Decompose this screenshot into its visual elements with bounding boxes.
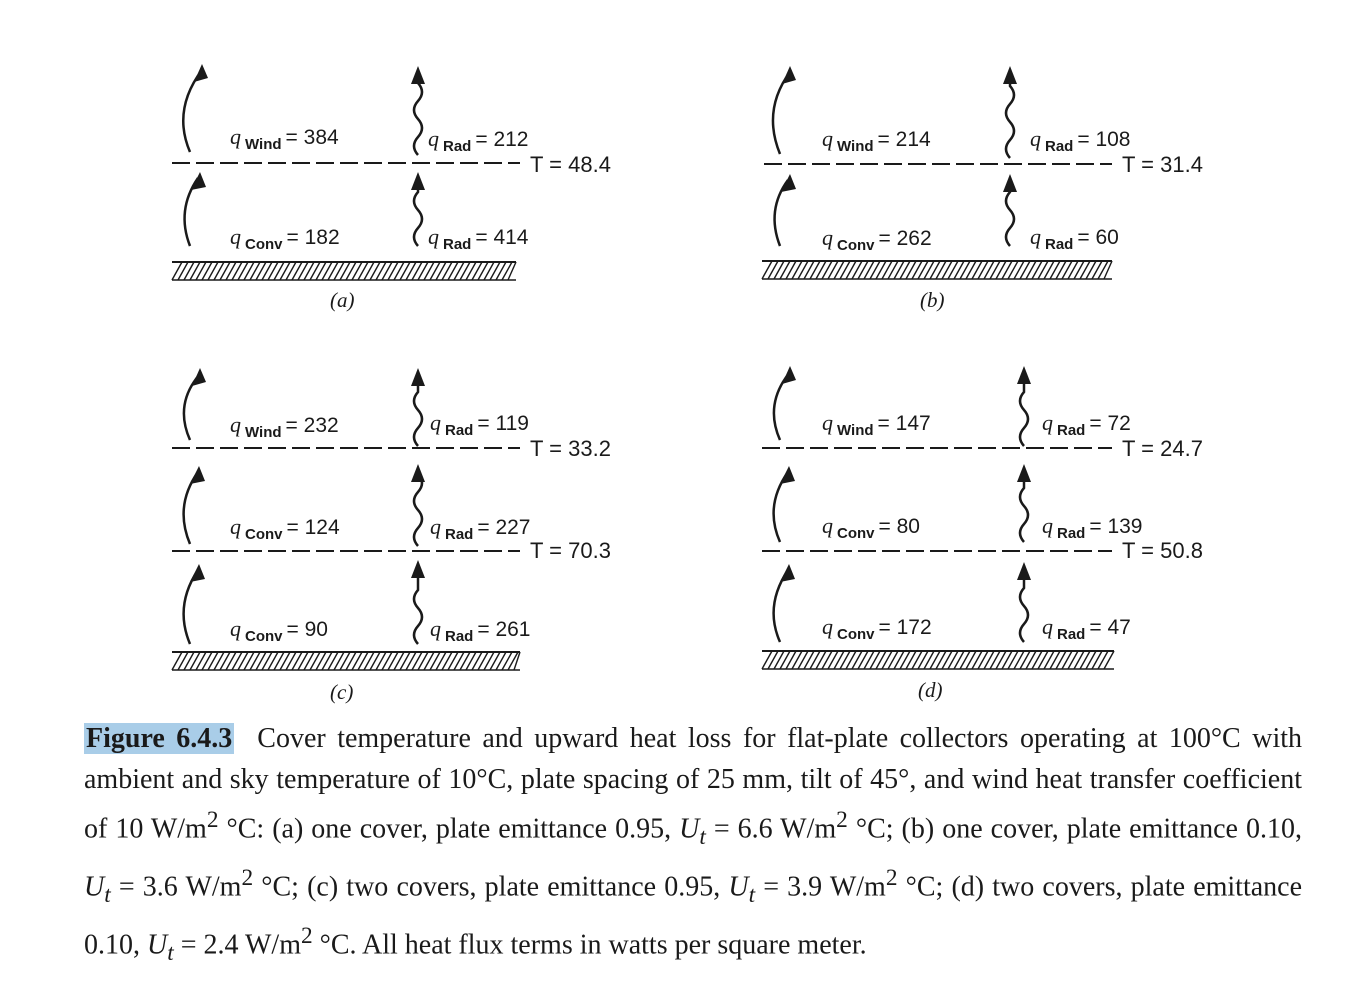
hatch-mark [394, 262, 404, 280]
hatch-mark [1008, 651, 1018, 669]
caption-text-7: = 3.9 W/m [755, 871, 886, 903]
u-subscript: t [104, 881, 111, 908]
wind-arrow [183, 70, 202, 152]
cover-temperature-2: T = 70.3 [530, 538, 611, 563]
hatch-mark [834, 261, 844, 279]
u-subscript: t [167, 939, 174, 966]
hatch-mark [262, 652, 272, 670]
hatch-mark [1056, 651, 1066, 669]
hatch-mark [352, 652, 362, 670]
hatch-mark [274, 262, 284, 280]
hatch-mark [1092, 261, 1102, 279]
hatch-mark [888, 261, 898, 279]
hatch-mark [870, 651, 880, 669]
hatch-mark [178, 652, 188, 670]
figure-caption [84, 718, 1302, 974]
hatch-mark [846, 261, 856, 279]
hatch-mark [1014, 651, 1024, 669]
hatch-mark [1062, 261, 1072, 279]
hatch-mark [304, 652, 314, 670]
hatch-mark [1086, 651, 1096, 669]
hatch-mark [430, 262, 440, 280]
q-rad-top-label: q $_{Rad}$ = 72 [1042, 410, 1131, 439]
hatch-mark [768, 651, 778, 669]
hatch-mark [376, 652, 386, 670]
hatch-mark [466, 652, 476, 670]
q-rad-top-label: q $_{Rad}$ = 108 [1030, 126, 1131, 155]
hatch-mark [822, 261, 832, 279]
hatch-mark [256, 652, 266, 670]
hatch-mark [238, 262, 248, 280]
hatch-mark [1098, 651, 1108, 669]
hatch-mark [1074, 261, 1084, 279]
superscript: 2 [241, 864, 254, 891]
hatch-mark [346, 652, 356, 670]
q-rad-bot-label: q $_{Rad}$ = 47 [1042, 614, 1131, 643]
hatch-mark [1068, 261, 1078, 279]
hatch-mark [996, 261, 1006, 279]
hatch-mark [810, 261, 820, 279]
hatch-mark [472, 652, 482, 670]
q-wind-label: q $_{Wind}$ = 214 [822, 126, 931, 155]
hatch-mark [436, 262, 446, 280]
hatch-mark [172, 262, 182, 280]
panel-label: (d) [918, 678, 943, 702]
q-conv-label: q $_{Conv}$ = 90 [230, 616, 328, 645]
hatch-mark [828, 651, 838, 669]
hatch-mark [930, 651, 940, 669]
hatch-mark [466, 262, 476, 280]
q-rad-bot-label: q $_{Rad}$ = 261 [430, 616, 531, 645]
hatch-mark [430, 652, 440, 670]
u-symbol: U [679, 813, 700, 845]
caption-text-8: °C; (d) two covers, plate emittance 0.10, [84, 871, 1303, 961]
hatch-mark [190, 262, 200, 280]
hatch-mark [424, 652, 434, 670]
hatch-mark [334, 262, 344, 280]
panel-a [160, 60, 680, 380]
hatch-mark [268, 652, 278, 670]
hatch-mark [966, 651, 976, 669]
hatch-mark [942, 261, 952, 279]
hatch-mark [484, 652, 494, 670]
hatch-mark [912, 651, 922, 669]
hatch-mark [202, 262, 212, 280]
hatch-mark [364, 262, 374, 280]
hatch-mark [304, 262, 314, 280]
hatch-mark [984, 651, 994, 669]
hatch-mark [882, 651, 892, 669]
hatch-mark [328, 262, 338, 280]
hatch-mark [780, 261, 790, 279]
hatch-mark [220, 652, 230, 670]
hatch-mark [382, 652, 392, 670]
hatch-mark [316, 652, 326, 670]
hatch-mark [906, 261, 916, 279]
q-rad-mid-label: q $_{Rad}$ = 139 [1042, 513, 1143, 542]
hatch-mark [762, 651, 772, 669]
hatch-mark [424, 262, 434, 280]
u-subscript: t [699, 823, 706, 850]
superscript: 2 [836, 807, 848, 833]
q-rad-mid-label: q $_{Rad}$ = 227 [430, 514, 531, 543]
hatch-mark [858, 261, 868, 279]
hatch-mark [394, 652, 404, 670]
hatch-mark [208, 652, 218, 670]
hatch-mark [358, 652, 368, 670]
hatch-mark [400, 652, 410, 670]
hatch-mark [816, 651, 826, 669]
hatch-mark [792, 261, 802, 279]
hatch-mark [178, 262, 188, 280]
hatch-mark [496, 652, 506, 670]
hatch-mark [876, 261, 886, 279]
hatch-mark [792, 651, 802, 669]
hatch-mark [286, 262, 296, 280]
hatch-mark [972, 651, 982, 669]
hatch-mark [244, 262, 254, 280]
hatch-mark [196, 652, 206, 670]
hatch-mark [834, 651, 844, 669]
hatch-mark [774, 651, 784, 669]
q-conv-mid-label: q $_{Conv}$ = 124 [230, 514, 340, 543]
hatch-mark [948, 261, 958, 279]
hatch-mark [846, 651, 856, 669]
hatch-mark [840, 261, 850, 279]
caption-text-6: °C; (c) two covers, plate emittance 0.95, [261, 871, 729, 903]
cover-temperature-1: T = 24.7 [1122, 436, 1203, 461]
hatch-mark [1062, 651, 1072, 669]
hatch-mark [388, 262, 398, 280]
hatch-mark [990, 651, 1000, 669]
hatch-mark [816, 261, 826, 279]
hatch-mark [924, 261, 934, 279]
hatch-mark [1080, 651, 1090, 669]
hatch-mark [852, 651, 862, 669]
hatch-mark [768, 261, 778, 279]
superscript: 2 [885, 864, 898, 891]
u-symbol: U [728, 871, 749, 903]
hatch-mark [250, 652, 260, 670]
q-rad-bot-label: q $_{Rad}$ = 60 [1030, 224, 1119, 253]
caption-text-2: °C: (a) one cover, plate emittance 0.95, [226, 813, 680, 845]
q-conv-label: q $_{Conv}$ = 262 [822, 225, 932, 254]
hatch-mark [948, 651, 958, 669]
hatch-mark [418, 652, 428, 670]
hatch-mark [972, 261, 982, 279]
hatch-mark [780, 651, 790, 669]
hatch-mark [1050, 261, 1060, 279]
hatch-mark [280, 262, 290, 280]
caption-text-1: Cover temperature and upward heat loss for flat-plate collectors operating at 100°C with ambient and sky temperature of 10°C, plate spacing of 25 mm, tilt of 45°, and wind heat transfer coefficient of 10 W/m [84, 723, 1303, 845]
hatch-mark [490, 262, 500, 280]
hatch-mark [172, 652, 182, 670]
hatch-mark [292, 262, 302, 280]
hatch-mark [286, 652, 296, 670]
hatch-mark [232, 652, 242, 670]
hatch-mark [1104, 651, 1114, 669]
hatch-mark [1032, 651, 1042, 669]
hatch-mark [918, 261, 928, 279]
hatch-mark [184, 652, 194, 670]
hatch-mark [918, 651, 928, 669]
hatch-mark [340, 652, 350, 670]
superscript: 2 [206, 807, 219, 833]
hatch-mark [478, 652, 488, 670]
q-wind-label: q $_{Wind}$ = 147 [822, 410, 931, 439]
hatch-mark [322, 652, 332, 670]
hatch-mark [280, 652, 290, 670]
q-conv-mid-label: q $_{Conv}$ = 80 [822, 513, 920, 542]
hatch-mark [484, 262, 494, 280]
q-rad-top-label: q $_{Rad}$ = 119 [430, 410, 529, 439]
hatch-mark [442, 262, 452, 280]
cover-temperature: T = 31.4 [1122, 152, 1203, 177]
hatch-mark [322, 262, 332, 280]
hatch-mark [214, 652, 224, 670]
hatch-mark [508, 262, 516, 280]
hatch-mark [1068, 651, 1078, 669]
hatch-mark [912, 261, 922, 279]
hatch-mark [370, 262, 380, 280]
hatch-mark [190, 652, 200, 670]
hatch-mark [822, 651, 832, 669]
hatch-mark [364, 652, 374, 670]
caption-text-9: = 2.4 W/m [173, 929, 301, 961]
hatch-mark [1086, 261, 1096, 279]
hatch-mark [370, 652, 380, 670]
hatch-mark [382, 262, 392, 280]
hatch-mark [1014, 261, 1024, 279]
hatch-mark [496, 262, 506, 280]
hatch-mark [256, 262, 266, 280]
panel-label: (b) [920, 288, 945, 312]
hatch-mark [1044, 261, 1054, 279]
hatch-mark [1032, 261, 1042, 279]
hatch-mark [1026, 651, 1036, 669]
hatch-mark [274, 652, 284, 670]
hatch-mark [208, 262, 218, 280]
hatch-mark [900, 261, 910, 279]
hatch-mark [388, 652, 398, 670]
hatch-mark [436, 652, 446, 670]
figure-label: Figure 6.4.3 [86, 723, 233, 754]
hatch-mark [346, 262, 356, 280]
hatch-mark [334, 652, 344, 670]
hatch-mark [478, 262, 488, 280]
hatch-mark [328, 652, 338, 670]
u-symbol: U [147, 929, 168, 961]
hatch-mark [1020, 651, 1030, 669]
hatch-mark [1056, 261, 1066, 279]
hatch-mark [870, 261, 880, 279]
hatch-mark [1044, 651, 1054, 669]
hatch-mark [786, 651, 796, 669]
cover-temperature-1: T = 33.2 [530, 436, 611, 461]
q-wind-label: q $_{Wind}$ = 384 [230, 124, 339, 153]
hatch-mark [864, 651, 874, 669]
hatch-mark [226, 652, 236, 670]
cover-temperature: T = 48.4 [530, 152, 611, 177]
hatch-mark [214, 262, 224, 280]
hatch-mark [412, 652, 422, 670]
hatch-mark [238, 652, 248, 670]
hatch-mark [400, 262, 410, 280]
caption-text-3: = 6.6 W/m [705, 813, 837, 845]
hatch-mark [442, 652, 452, 670]
hatch-mark [454, 652, 464, 670]
hatch-mark [184, 262, 194, 280]
hatch-mark [1050, 651, 1060, 669]
panel-label: (a) [330, 288, 355, 312]
hatch-mark [460, 652, 470, 670]
hatch-mark [412, 262, 422, 280]
hatch-mark [954, 651, 964, 669]
hatch-mark [900, 651, 910, 669]
hatch-mark [490, 652, 500, 670]
hatch-mark [298, 262, 308, 280]
hatch-mark [954, 261, 964, 279]
hatch-mark [1080, 261, 1090, 279]
hatch-mark [798, 261, 808, 279]
hatch-mark [876, 651, 886, 669]
hatch-mark [406, 262, 416, 280]
hatch-mark [292, 652, 302, 670]
hatch-mark [310, 262, 320, 280]
hatch-mark [936, 261, 946, 279]
hatch-mark [930, 261, 940, 279]
panel-label: (c) [330, 680, 354, 704]
hatch-mark [448, 262, 458, 280]
q-rad-top-label: q $_{Rad}$ = 212 [428, 126, 529, 155]
hatch-mark [1104, 261, 1112, 279]
hatch-mark [340, 262, 350, 280]
u-subscript: t [748, 881, 756, 908]
hatch-mark [936, 651, 946, 669]
hatch-mark [882, 261, 892, 279]
caption-text-10: °C. All heat flux terms in watts per square meter. [319, 929, 867, 961]
hatch-mark [316, 262, 326, 280]
hatch-mark [232, 262, 242, 280]
hatch-mark [828, 261, 838, 279]
hatch-mark [406, 652, 416, 670]
hatch-mark [1008, 261, 1018, 279]
panel-c [160, 360, 680, 704]
hatch-mark [196, 262, 206, 280]
hatch-mark [996, 651, 1006, 669]
hatch-mark [960, 261, 970, 279]
hatch-mark [460, 262, 470, 280]
hatch-mark [978, 651, 988, 669]
caption-text-5: = 3.6 W/m [110, 871, 242, 903]
hatch-mark [894, 651, 904, 669]
hatch-mark [1038, 651, 1048, 669]
hatch-mark [1074, 651, 1084, 669]
hatch-mark [268, 262, 278, 280]
hatch-mark [924, 651, 934, 669]
panel-d [752, 360, 1272, 702]
hatch-mark [418, 262, 428, 280]
hatch-mark [990, 261, 1000, 279]
hatch-mark [888, 651, 898, 669]
panel-a-drawing [160, 60, 680, 380]
hatch-mark [1002, 651, 1012, 669]
hatch-mark [978, 261, 988, 279]
hatch-mark [960, 651, 970, 669]
hatch-mark [220, 262, 230, 280]
hatch-mark [798, 651, 808, 669]
hatch-mark [202, 652, 212, 670]
panel-b-drawing [752, 60, 1272, 380]
hatch-mark [310, 652, 320, 670]
q-conv-label: q $_{Conv}$ = 172 [822, 614, 932, 643]
q-conv-label: q $_{Conv}$ = 182 [230, 224, 340, 253]
hatch-mark [774, 261, 784, 279]
hatch-mark [858, 651, 868, 669]
q-wind-label: q $_{Wind}$ = 232 [230, 412, 339, 441]
hatch-mark [852, 261, 862, 279]
hatch-mark [250, 262, 260, 280]
hatch-mark [352, 262, 362, 280]
hatch-mark [804, 261, 814, 279]
hatch-mark [984, 261, 994, 279]
cover-temperature-2: T = 50.8 [1122, 538, 1203, 563]
hatch-mark [894, 261, 904, 279]
hatch-mark [906, 651, 916, 669]
hatch-mark [840, 651, 850, 669]
hatch-mark [810, 651, 820, 669]
hatch-mark [1092, 651, 1102, 669]
u-symbol: U [84, 871, 105, 903]
hatch-mark [966, 261, 976, 279]
hatch-mark [804, 651, 814, 669]
hatch-mark [502, 262, 512, 280]
hatch-mark [762, 261, 772, 279]
hatch-mark [454, 262, 464, 280]
q-rad-bot-label: q $_{Rad}$ = 414 [428, 224, 529, 253]
hatch-mark [864, 261, 874, 279]
hatch-mark [942, 651, 952, 669]
panel-b [752, 60, 1272, 380]
hatch-mark [1026, 261, 1036, 279]
hatch-mark [786, 261, 796, 279]
hatch-mark [448, 652, 458, 670]
hatch-mark [376, 262, 386, 280]
hatch-mark [1002, 261, 1012, 279]
hatch-mark [262, 262, 272, 280]
hatch-mark [502, 652, 512, 670]
hatch-mark [298, 652, 308, 670]
hatch-mark [1098, 261, 1108, 279]
hatch-mark [226, 262, 236, 280]
hatch-mark [1020, 261, 1030, 279]
caption-text-4: °C; (b) one cover, plate emittance 0.10, [855, 813, 1303, 845]
hatch-mark [1038, 261, 1048, 279]
hatch-mark [472, 262, 482, 280]
hatch-mark [244, 652, 254, 670]
hatch-mark [358, 262, 368, 280]
superscript: 2 [301, 922, 313, 949]
